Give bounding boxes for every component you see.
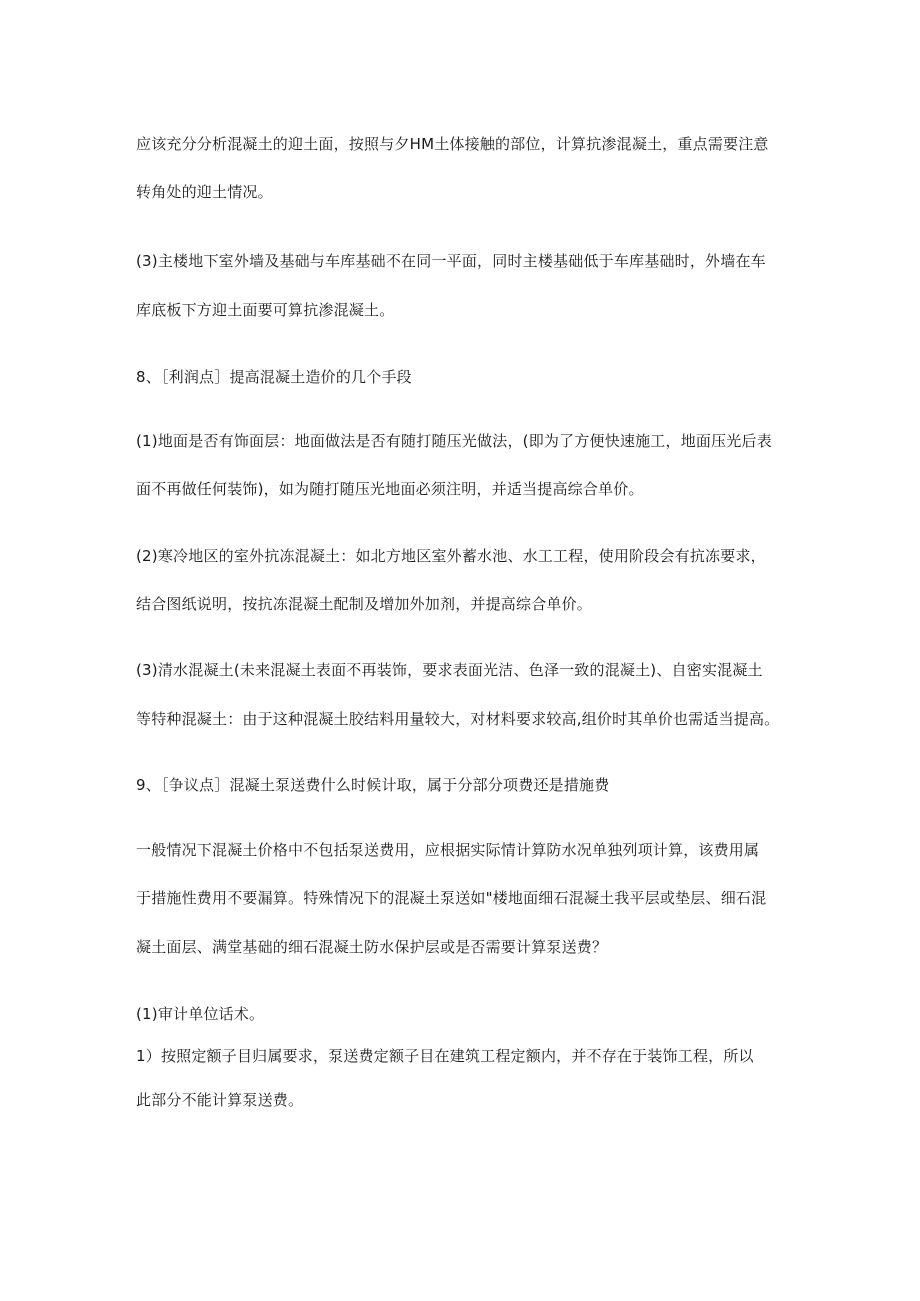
paragraph-line: (3)清水混凝土(未来混凝土表面不再装饰，要求表面光洁、色泽一致的混凝土)、自密实混凝土 [136,661,763,679]
paragraph-line: (1)审计单位话术。 [136,1005,265,1023]
paragraph-line: 一般情况下混凝土价格中不包括泵送费用，应根据实际情计算防水况单独列项计算，该费用属 [136,841,760,859]
paragraph-line: (1)地面是否有饰面层：地面做法是否有随打随压光做法，(即为了方便快速施工，地面压光后表 [136,432,772,450]
paragraph-line: 应该充分分析混凝土的迎土面，按照与夕HM土体接触的部位，计算抗渗混凝土，重点需要注意 [136,135,769,153]
paragraph-line: 转角处的迎土情况。 [136,183,273,201]
paragraph-line: 此部分不能计算泵送费。 [136,1091,304,1109]
paragraph-line: 等特种混凝土：由于这种混凝土胶结料用量较大，对材料要求较高,组价时其单价也需适当提高。 [136,710,780,728]
paragraph-line: 结合图纸说明，按抗冻混凝土配制及增加外加剂，并提高综合单价。 [136,595,593,613]
paragraph-line: (2)寒冷地区的室外抗冻混凝土：如北方地区室外蓄水池、水工工程，使用阶段会有抗冻要求， [136,547,766,565]
paragraph-line: 面不再做任何装饰)，如为随打随压光地面必须注明，并适当提高综合单价。 [136,480,644,498]
paragraph-line: 凝土面层、满堂基础的细石混凝土防水保护层或是否需要计算泵送费？ [136,938,608,956]
paragraph-line: (3)主楼地下室外墙及基础与车库基础不在同一平面，同时主楼基础低于车库基础时，外墙在车 [136,252,766,270]
paragraph-line: 库底板下方迎土面要可算抗渗混凝土。 [136,301,395,319]
section-heading: 8、［利润点］提高混凝土造价的几个手段 [136,368,412,386]
paragraph-line: 1）按照定额子目归属要求，泵送费定额子目在建筑工程定额内，并不存在于装饰工程，所以 [136,1047,754,1065]
section-heading: 9、［争议点］混凝土泵送费什么时候计取，属于分部分项费还是措施费 [136,776,610,794]
paragraph-line: 于措施性费用不要漏算。特殊情况下的混凝土泵送如"楼地面细石混凝土我平层或垫层、细石混 [136,889,767,907]
